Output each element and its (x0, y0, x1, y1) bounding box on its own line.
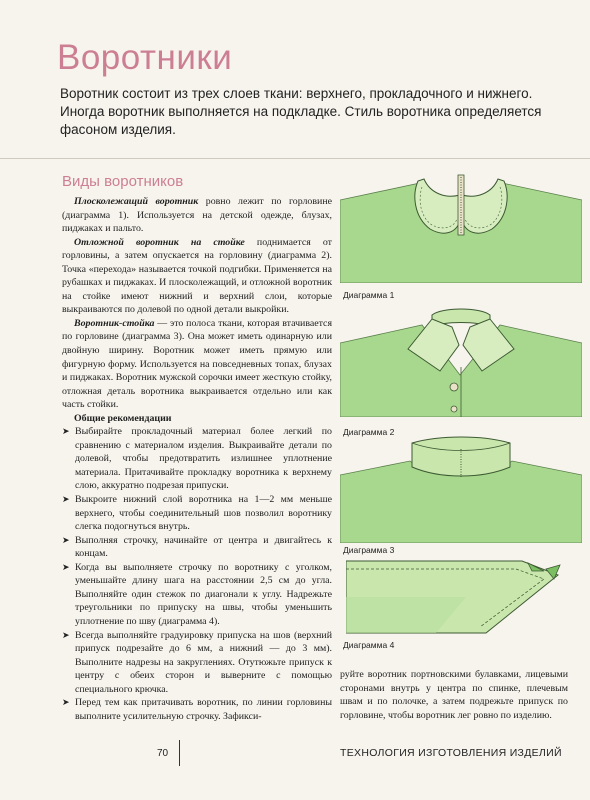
running-footer-title: ТЕХНОЛОГИЯ ИЗГОТОВЛЕНИЯ ИЗДЕЛИЙ (340, 747, 562, 759)
paragraph-text: поднимается от горловины, а затем опускается на горловину (диаграмма 2). Точка «перехода» называется точкой подгибки. Применяется на рубашках и пиджаках. И плосколежащий, и отложной воротник на стойке имеют нижний и верхний слои, которые выкраиваются по долевой по одной детали выкройки. (62, 236, 332, 316)
arrow-bullet-icon: ➤ (62, 494, 70, 505)
paragraph-flat-collar (62, 195, 332, 236)
diagram-3-stand-collar (340, 435, 582, 543)
diagram-caption: Диаграмма 3 (343, 545, 395, 555)
arrow-bullet-icon: ➤ (62, 561, 70, 572)
section-divider (0, 158, 590, 159)
list-item: ➤ Выполняя строчку, начинайте от центра и двигайтесь к концам. (62, 534, 332, 560)
diagram-2-shirt-collar (340, 305, 582, 417)
diagram-1-flat-collar (340, 165, 582, 283)
page-number: 70 (157, 748, 169, 759)
general-recommendations-heading: Общие рекомендации (74, 412, 172, 424)
list-item: ➤ Когда вы выполняете строчку по воротнику с уголком, уменьшайте длину шага на расстоянии 2,5 см до угла. Выполняйте один стежок по диагонали к углу. Надрежьте треугольники по припуску на швы, чтобы уменьшить уплотнение по шву (диаграмма 4). (62, 561, 332, 627)
arrow-bullet-icon: ➤ (62, 629, 70, 640)
diagram-4-collar-corner (346, 557, 582, 635)
arrow-bullet-icon: ➤ (62, 426, 70, 437)
term: Отложной воротник на стойке (74, 236, 245, 248)
section-heading: Виды воротников (62, 173, 184, 190)
term: Воротник-стойка (74, 317, 155, 329)
footer-divider (179, 740, 180, 766)
diagram-caption: Диаграмма 4 (343, 640, 395, 650)
term: Плосколежащий воротник (74, 196, 199, 207)
lead-paragraph: Воротник состоит из трех слоев ткани: верхнего, прокладочного и нижнего. Иногда воротник выполняется на подкладке. Стиль воротника определяется фасоном изделия. (60, 86, 542, 137)
list-item: ➤ Выкроите нижний слой воротника на 1—2 мм меньше верхнего, чтобы соединительный шов позволил воротнику слегка подогнуться внутрь. (62, 494, 332, 533)
continued-text: руйте воротник портновскими булавками, лицевыми сторонами внутрь у центра по спинке, плечевым швам и по полочке, а затем подрежьте припуск по горловине, чтобы воротник лег ровно по изделию. (340, 669, 568, 721)
diagram-caption: Диаграмма 2 (343, 427, 395, 437)
diagram-caption: Диаграмма 1 (343, 290, 395, 300)
arrow-bullet-icon: ➤ (62, 697, 70, 708)
paragraph-stand-collar (62, 317, 332, 412)
button-icon (450, 383, 458, 391)
paragraph-text: — это полоса ткани, которая втачивается по горловине (диаграмма 3). Она может иметь одинарную или двойную ширину. Воротник может иметь прямую или фигурную форму. Используется на повседневных топах, блузах и пиджаках. Воротник мужской сорочки имеет жесткую стойку, отложная деталь воротника выкраивается отдельно или как часть стойки. (62, 317, 332, 411)
page-title: Воротники (57, 38, 233, 77)
paragraph-text: ровно лежит по горловине (диаграмма 1). Используется на детской одежде, блузах, пиджаках и пальто. (62, 196, 332, 235)
list-item: ➤ Перед тем как притачивать воротник, по линии горловины выполните усилительную строчку. Зафикси- (62, 697, 332, 722)
paragraph-stand-fall-collar (62, 236, 332, 317)
button-icon (451, 406, 457, 412)
list-item: ➤ Всегда выполняйте градуировку припуска на шов (верхний припуск подрезайте до 6 мм, а нижний — до 3 мм). Выполните надрезы на закруглениях. Отутюжьте припуск к центру с обеих сторон и выверните с помощью специального крючка. (62, 629, 332, 695)
recommendations-list (62, 425, 332, 723)
arrow-bullet-icon: ➤ (62, 534, 70, 545)
list-item: ➤ Выбирайте прокладочный материал более легкий по сравнению с материалом изделия. Выкраивайте детали по долевой, чтобы предотвратить излишнее уплотнение материала. Притачивайте прокладку воротника к верхнему слою, аккуратно подрезая припуски. (62, 426, 332, 492)
body-text-column (62, 195, 332, 723)
